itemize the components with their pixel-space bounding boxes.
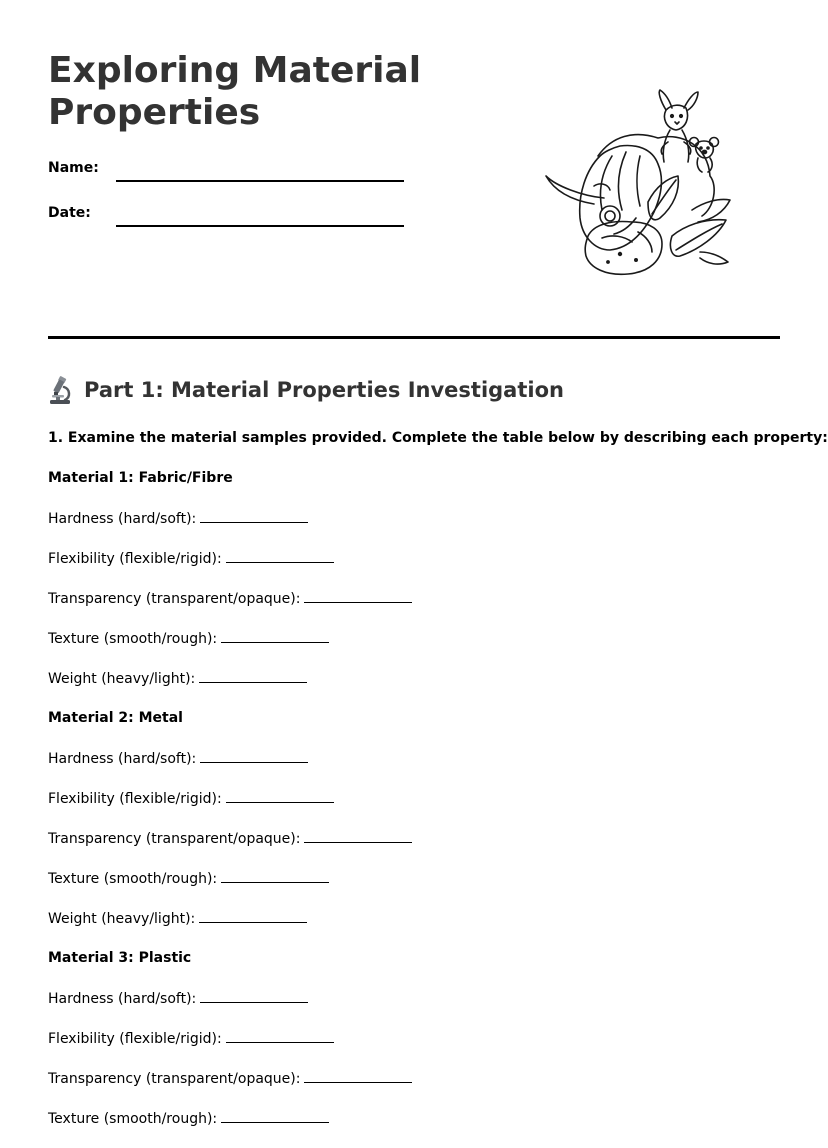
property-label: Texture (smooth/rough): <box>48 1111 218 1127</box>
material-1-title: Material 1: Fabric/Fibre <box>48 470 233 486</box>
worksheet-page <box>48 0 828 1127</box>
material-2-transparency <box>48 828 780 868</box>
material-1-hardness <box>48 508 780 548</box>
material-2-weight <box>48 908 780 948</box>
material-2-title: Material 2: Metal <box>48 710 183 726</box>
date-line[interactable] <box>116 225 404 227</box>
answer-blank[interactable] <box>226 1028 334 1043</box>
worksheet-header <box>48 0 780 330</box>
material-3-transparency <box>48 1068 780 1108</box>
question-1: 1. Examine the material samples provided. Complete the table below by describing each property: <box>48 430 828 446</box>
material-2-hardness <box>48 748 780 788</box>
part1-title: Part 1: Material Properties Investigation <box>84 378 564 402</box>
material-3-flexibility <box>48 1028 780 1068</box>
material-1-flexibility <box>48 548 780 588</box>
microscope-icon <box>48 375 74 405</box>
answer-blank[interactable] <box>200 508 308 523</box>
property-label: Flexibility (flexible/rigid): <box>48 1031 222 1047</box>
date-label: Date: <box>48 205 91 221</box>
part1-heading <box>48 374 564 406</box>
answer-blank[interactable] <box>304 588 412 603</box>
property-label: Texture (smooth/rough): <box>48 871 218 887</box>
page-title: Exploring Material Properties <box>48 50 422 133</box>
answer-blank[interactable] <box>199 908 307 923</box>
material-1-transparency <box>48 588 780 628</box>
material-2-texture <box>48 868 780 908</box>
answer-blank[interactable] <box>226 788 334 803</box>
property-label: Weight (heavy/light): <box>48 911 196 927</box>
section-divider <box>48 336 780 339</box>
answer-blank[interactable] <box>221 1108 329 1123</box>
property-label: Transparency (transparent/opaque): <box>48 1071 301 1087</box>
property-label: Hardness (hard/soft): <box>48 511 197 527</box>
answer-blank[interactable] <box>200 748 308 763</box>
name-label: Name: <box>48 160 99 176</box>
material-2-flexibility <box>48 788 780 828</box>
property-label: Hardness (hard/soft): <box>48 751 197 767</box>
date-field[interactable] <box>48 203 404 233</box>
property-label: Hardness (hard/soft): <box>48 991 197 1007</box>
answer-blank[interactable] <box>304 828 412 843</box>
answer-blank[interactable] <box>226 548 334 563</box>
property-label: Texture (smooth/rough): <box>48 631 218 647</box>
answer-blank[interactable] <box>221 628 329 643</box>
property-label: Flexibility (flexible/rigid): <box>48 791 222 807</box>
material-1-weight <box>48 668 780 708</box>
name-line[interactable] <box>116 180 404 182</box>
property-label: Flexibility (flexible/rigid): <box>48 551 222 567</box>
property-label: Transparency (transparent/opaque): <box>48 591 301 607</box>
answer-blank[interactable] <box>199 668 307 683</box>
kangaroo-koala-rocks-illustration <box>542 86 734 282</box>
answer-blank[interactable] <box>221 868 329 883</box>
material-3-texture <box>48 1108 780 1148</box>
material-3-hardness <box>48 988 780 1028</box>
material-3-title: Material 3: Plastic <box>48 950 192 966</box>
property-label: Transparency (transparent/opaque): <box>48 831 301 847</box>
property-label: Weight (heavy/light): <box>48 671 196 687</box>
materials-list <box>48 468 780 1148</box>
answer-blank[interactable] <box>304 1068 412 1083</box>
name-field[interactable] <box>48 158 404 188</box>
answer-blank[interactable] <box>200 988 308 1003</box>
material-1-texture <box>48 628 780 668</box>
